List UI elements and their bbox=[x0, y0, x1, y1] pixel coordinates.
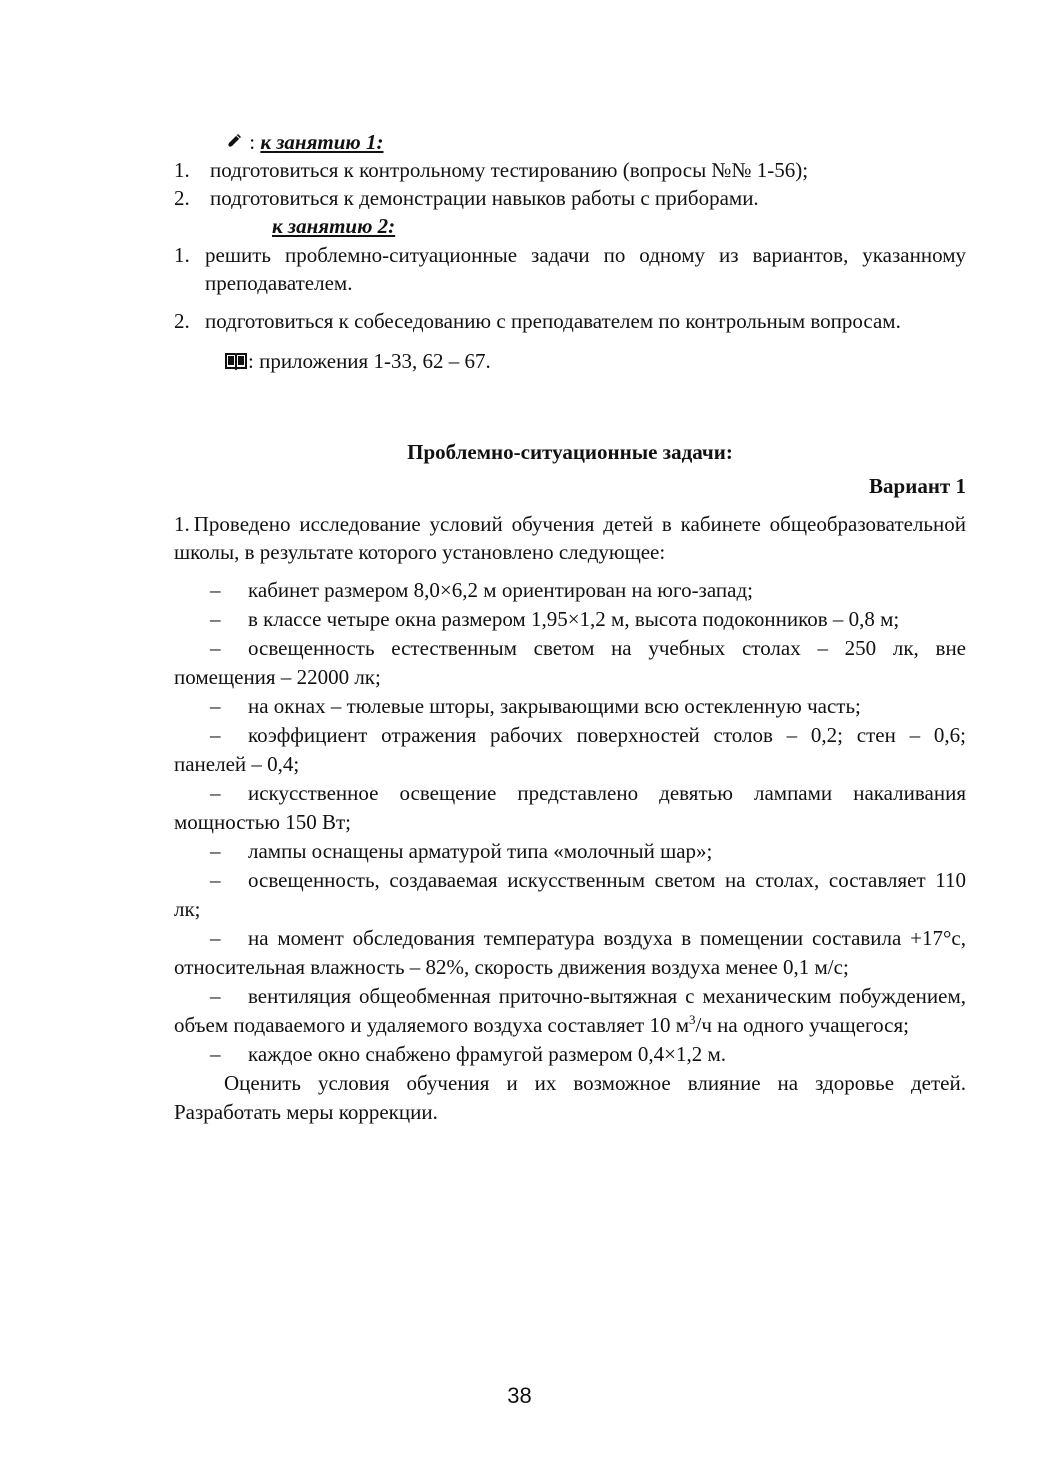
page-content bbox=[174, 128, 966, 1127]
list-item: – на окнах – тюлевые шторы, закрывающими всю остекленную часть; bbox=[210, 694, 861, 718]
problem-intro: 1. Проведено исследование условий обучения детей в кабинете общеобразовательной школы, в результате которого установлено следующее: bbox=[174, 512, 966, 564]
pencil-icon bbox=[224, 130, 244, 158]
list-item: – освещенность естественным светом на учебных столах – 250 лк, вне помещения – 22000 лк; bbox=[174, 636, 966, 689]
lesson-2-list bbox=[174, 241, 966, 335]
list-item: 1. решить проблемно-ситуационные задачи по одному из вариантов, указанному преподавателем. bbox=[174, 243, 966, 295]
list-item: – искусственное освещение представлено девятью лампами накаливания мощностью 150 Вт; bbox=[174, 781, 966, 834]
task-conclusion: Оценить условия обучения и их возможное влияние на здоровье детей. Разработать меры коррекции. bbox=[174, 1071, 966, 1124]
variant-label: Вариант 1 bbox=[869, 474, 966, 498]
references: : приложения 1-33, 62 – 67. bbox=[224, 347, 966, 378]
conditions-list bbox=[174, 576, 966, 1069]
list-item: – вентиляция общеобменная приточно-вытяжная с механическим побуждением, объем подаваемого и удаляемого воздуха составляет 10 $м^3/ч$ на одного учащегося; bbox=[174, 984, 966, 1037]
lesson-1-list bbox=[174, 156, 966, 212]
list-item: – каждое окно снабжено фрамугой размером 0,4×1,2 м. bbox=[210, 1042, 726, 1066]
list-item: – коэффициент отражения рабочих поверхностей столов – 0,2; стен – 0,6; панелей – 0,4; bbox=[174, 723, 966, 776]
list-item: 2. подготовиться к демонстрации навыков работы с приборами. bbox=[174, 186, 759, 210]
list-item: 2. подготовиться к собеседованию с преподавателем по контрольным вопросам. bbox=[174, 309, 901, 333]
list-item: – кабинет размером 8,0×6,2 м ориентирован на юго-запад; bbox=[210, 578, 753, 602]
list-item: – лампы оснащены арматурой типа «молочный шар»; bbox=[210, 839, 713, 863]
list-item: – в классе четыре окна размером 1,95×1,2 м, высота подоконников – 0,8 м; bbox=[210, 607, 900, 631]
lesson-2-heading bbox=[272, 212, 966, 241]
list-item: 1. подготовиться к контрольному тестированию (вопросы №№ 1-56); bbox=[174, 158, 809, 182]
book-icon bbox=[224, 350, 248, 378]
lesson-1-label: к занятию 1: bbox=[260, 130, 384, 154]
list-item: – на момент обследования температура воздуха в помещении составила +17°с, относительная влажность – 82%, скорость движения воздуха менее 0,1 м/с; bbox=[174, 926, 966, 979]
section-title: Проблемно-ситуационные задачи: bbox=[407, 440, 733, 464]
lesson-2-label: к занятию 2: bbox=[272, 214, 396, 238]
page-number: 38 bbox=[507, 1383, 532, 1408]
list-item: – освещенность, создаваемая искусственным светом на столах, составляет 110 лк; bbox=[174, 868, 966, 921]
lesson-1-heading: : к занятию 1: bbox=[224, 128, 966, 156]
